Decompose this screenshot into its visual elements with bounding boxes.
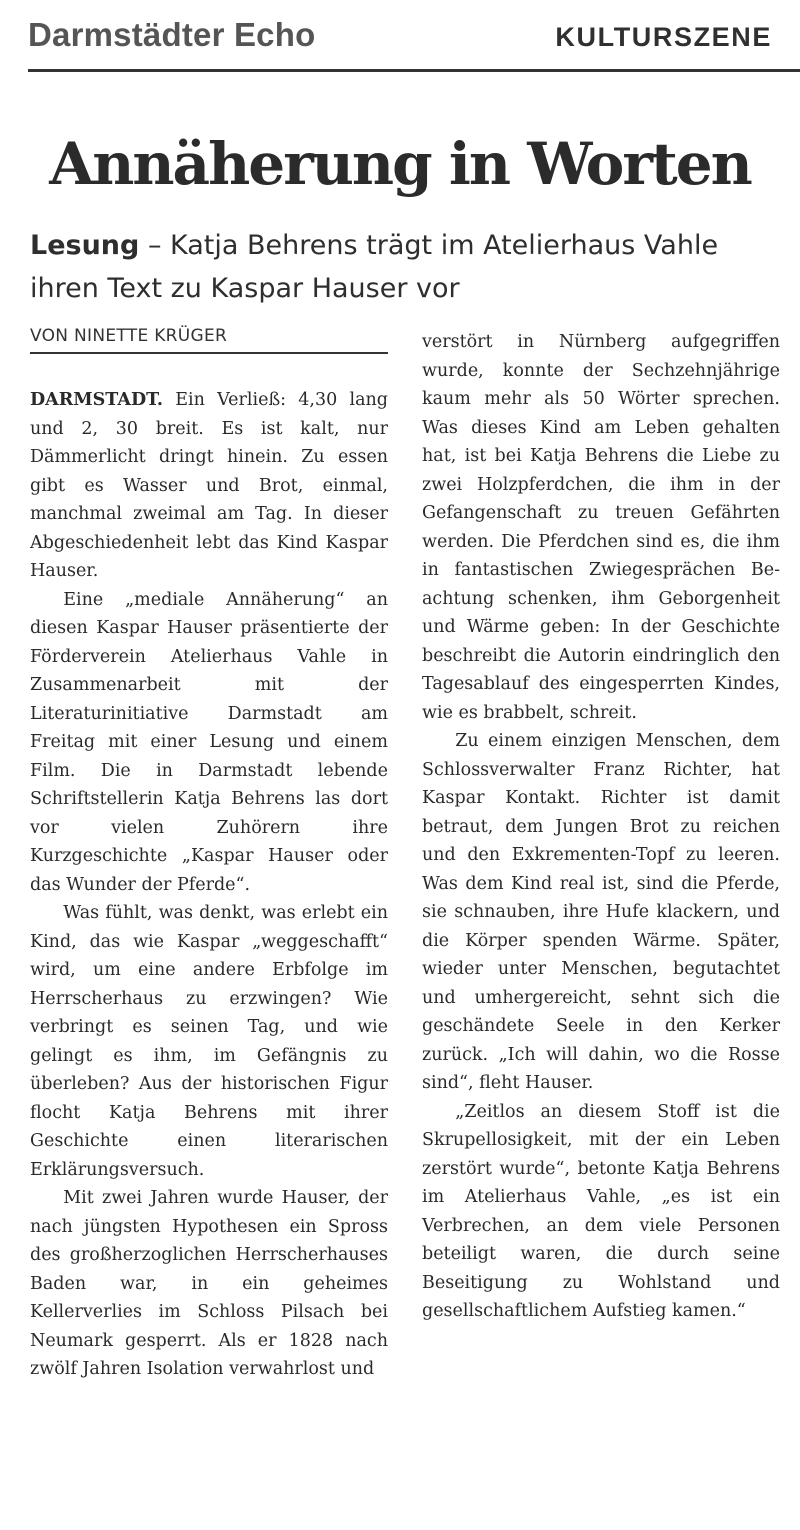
byline: VON NINETTE KRÜGER (30, 326, 228, 346)
paragraph: „Zeitlos an diesem Stoff ist die Skrupellosigkeit, mit der ein Leben zerstört wurde“, betonte Katja Behrens im Atelierhaus Vahle, „es ist ein Verbrechen, an dem viele Personen beteiligt waren, die durch seine Beseitigung zu Wohlstand und gesellschaftlichem Aufstieg kamen.“ (422, 1101, 780, 1321)
paragraph: Zu einem einzigen Menschen, dem Schlossverwalter Franz Richter, hat Kaspar Kontakt. Richter ist damit betraut, dem Jungen Brot zu reichen und den Exkrementen-Topf zu leeren. Was dem Kind real ist, sind die Pferde, sie schnauben, ihre Hufe klackern, und die Körper spenden Wärme. Später, wieder unter Menschen, begutachtet und umhergereicht, sehnt sich die geschändete Seele in den Kerker zurück. „Ich will dahin, wo die Rosse sind“, fleht Hauser. (422, 731, 780, 1093)
dateline: DARMSTADT. (30, 390, 163, 410)
subhead-keyword: Lesung (30, 230, 140, 261)
paragraph: Mit zwei Jahren wurde Hauser, der nach jüngsten Hypothesen ein Spross des großherzoglichen Herrscherhauses Baden war, in ein geheimes Kellerverlies im Schloss Pilsach bei Neumark gesperrt. Als er 1828 nach zwölf Jahren Isolation verwahrlost und (30, 1188, 388, 1379)
article-headline: Annäherung in Worten (49, 130, 751, 198)
header-rule (28, 69, 800, 72)
paragraph (30, 386, 388, 586)
article-subhead (30, 224, 790, 310)
subhead-dash: – (139, 230, 171, 261)
paragraph: Was fühlt, was denkt, was erlebt ein Kind, das wie Kaspar „weggeschafft“ wird, um eine andere Erbfolge im Herrscherhaus zu erzwingen? Wie verbringt es seinen Tag, und wie gelingt es ihm, im Gefängnis zu überleben? Aus der historischen Figur flocht Katja Behrens mit ihrer Geschichte einen literarischen Erklärungsversuch. (30, 903, 388, 1180)
byline-rule (30, 352, 388, 354)
paragraph: Eine „mediale Annäherung“ an diesen Kaspar Hauser präsentierte der Förderverein Atelierhaus Vahle in Zusammenarbeit mit der Literaturinitiative Darmstadt am Freitag mit einer Lesung und einem Film. Die in Darmstadt lebende Schriftstellerin Katja Behrens las dort vor vielen Zuhörern ihre Kurzgeschichte „Kaspar Hauser oder das Wunder der Pferde“. (30, 589, 388, 895)
article-column-left (30, 386, 388, 1384)
paragraph-text: Ein Verließ: 4,30 lang und 2, 30 breit. Es ist kalt, nur Dämmerlicht dringt hinein. Zu essen gibt es Wasser und Brot, einmal, manchmal zweimal am Tag. In dieser Abgeschiedenheit lebt das Kind Kaspar Hauser. (30, 390, 388, 581)
subhead-text: Katja Behrens trägt im Atelierhaus Vahle ihren Text zu Kaspar Hauser vor (30, 230, 719, 304)
paragraph: verstört in Nürnberg aufgegriffen wurde, konnte der Sechzehnjährige kaum mehr als 50 Wörter sprechen. Was dieses Kind am Leben gehalten hat, ist bei Katja Behrens die Liebe zu zwei Holzpferdchen, die ihm in der Gefangenschaft zu treuen Gefährten werden. Die Pferdchen sind es, die ihm in fantastischen Zwiegesprächen Beachtung schenken, ihm Geborgenheit und Wärme geben: In der Geschichte beschreibt die Autorin eindringlich den Tagesablauf des eingesperrten Kindes, wie es brabbelt, schreit. (422, 332, 780, 723)
article-column-right (422, 328, 780, 1326)
newspaper-masthead: Darmstädter Echo (28, 16, 316, 53)
section-label: KULTURSZENE (555, 22, 772, 52)
